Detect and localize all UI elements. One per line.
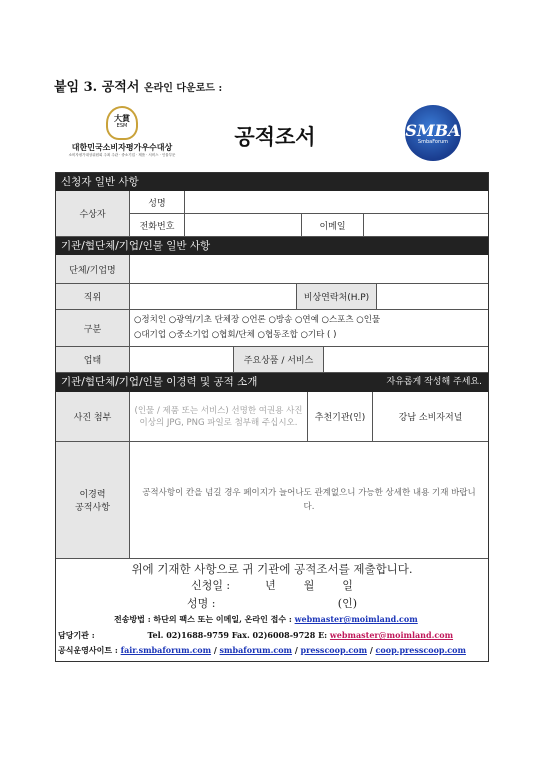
org-label: 단체/기업명 <box>56 255 130 284</box>
email-label: 이메일 <box>302 214 364 237</box>
phone-label: 전화번호 <box>130 214 185 237</box>
smba-logo: SMBA SmbaForum <box>405 105 461 161</box>
award-badge-icon: 大賞 ESM <box>106 106 138 140</box>
position-field[interactable] <box>130 284 297 310</box>
section1-header: 신청자 일반 사항 <box>56 173 488 191</box>
section2-header: 기관/협단체/기업/인물 일반 사항 <box>56 237 488 255</box>
contact-email-link[interactable]: webmaster@moimland.com <box>329 630 454 640</box>
merit-form <box>55 172 489 662</box>
section3-note: 자유롭게 작성해 주세요. <box>386 377 482 387</box>
category-options-row2[interactable]: ○대기업 ○중소기업 ○협회/단체 ○협동조합 ○기타 ( ) <box>134 330 337 340</box>
award-logo-name: 대한민국소비자평가우수대상 <box>71 143 173 152</box>
category-label: 구분 <box>56 310 130 347</box>
name-label: 성명 <box>130 191 185 214</box>
site-link-fair[interactable]: fair.smbaforum.com <box>120 645 212 655</box>
site-link-presscoop[interactable]: presscoop.com <box>300 645 368 655</box>
awardee-label: 수상자 <box>56 191 130 237</box>
photo-label: 사진 첨부 <box>56 392 130 442</box>
phone-field[interactable] <box>185 214 302 237</box>
position-label: 직위 <box>56 284 130 310</box>
document-title: 공적조서 <box>234 125 316 149</box>
name-field[interactable] <box>185 191 488 214</box>
webmaster-email-link[interactable]: webmaster@moimland.com <box>294 614 418 624</box>
declaration-text: 위에 기재한 사항으로 귀 기관에 공적조서를 제출합니다. <box>131 562 413 576</box>
recommender-value[interactable]: 강남 소비자저널 <box>373 392 488 442</box>
contact-line: 담당기관 : Tel. 02)1688-9759 Fax. 02)6008-9728 E: webmaster@moimland.com <box>58 630 454 640</box>
category-options-row1[interactable]: ○정치인 ○광역/기초 단체장 ○언론 ○방송 ○연예 ○스포츠 ○인물 <box>134 315 381 325</box>
section3-title: 기관/협단체/기업/인물 이경력 및 공적 소개 <box>61 376 258 388</box>
business-type-field[interactable] <box>130 347 234 373</box>
site-link-coop[interactable]: coop.presscoop.com <box>375 645 466 655</box>
award-logo-tagline: 소비자평가대상위원회 주최 주관 · 중소기업 · 제품 · 서비스 · 인물부문 <box>68 153 176 157</box>
business-type-label: 업태 <box>56 347 130 373</box>
emergency-contact-label: 비상연락처(H.P) <box>297 284 377 310</box>
category-options[interactable] <box>130 310 488 347</box>
section3-header <box>56 373 488 392</box>
recommender-label: 추천기관(인) <box>308 392 373 442</box>
award-logo <box>62 106 182 158</box>
signer-line: 성명 : (인) <box>186 597 358 610</box>
heading-sub: 온라인 다운로드 : <box>143 83 223 94</box>
career-text-area[interactable]: 공적사항이 칸을 넘길 경우 페이지가 늘어나도 관계없으니 가능한 상세한 내용 기재 바랍니다. <box>130 442 488 559</box>
photo-upload-area[interactable]: (인물 / 제품 또는 서비스) 선명한 여권용 사진 이상의 JPG, PNG 파일로 첨부해 주십시오. <box>130 392 308 442</box>
org-field[interactable] <box>130 255 488 284</box>
emergency-contact-field[interactable] <box>377 284 488 310</box>
application-date-line: 신청일 : 년 월 일 <box>191 579 353 592</box>
heading-main: 붙임 3. 공적서 <box>54 80 140 95</box>
submission-method: 전송방법 : 하단의 팩스 또는 이메일, 온라인 접수 : webmaster@moimland.com <box>114 614 418 624</box>
product-field[interactable] <box>324 347 488 373</box>
career-label: 이경력 공적사항 <box>56 442 130 559</box>
product-label: 주요상품 / 서비스 <box>234 347 324 373</box>
site-link-smbaforum[interactable]: smbaforum.com <box>219 645 293 655</box>
email-field[interactable] <box>364 214 488 237</box>
attachment-heading <box>54 76 222 95</box>
official-sites-line: 공식운영사이트 : fair.smbaforum.com / smbaforum.com / presscoop.com / coop.presscoop.com <box>58 645 466 655</box>
